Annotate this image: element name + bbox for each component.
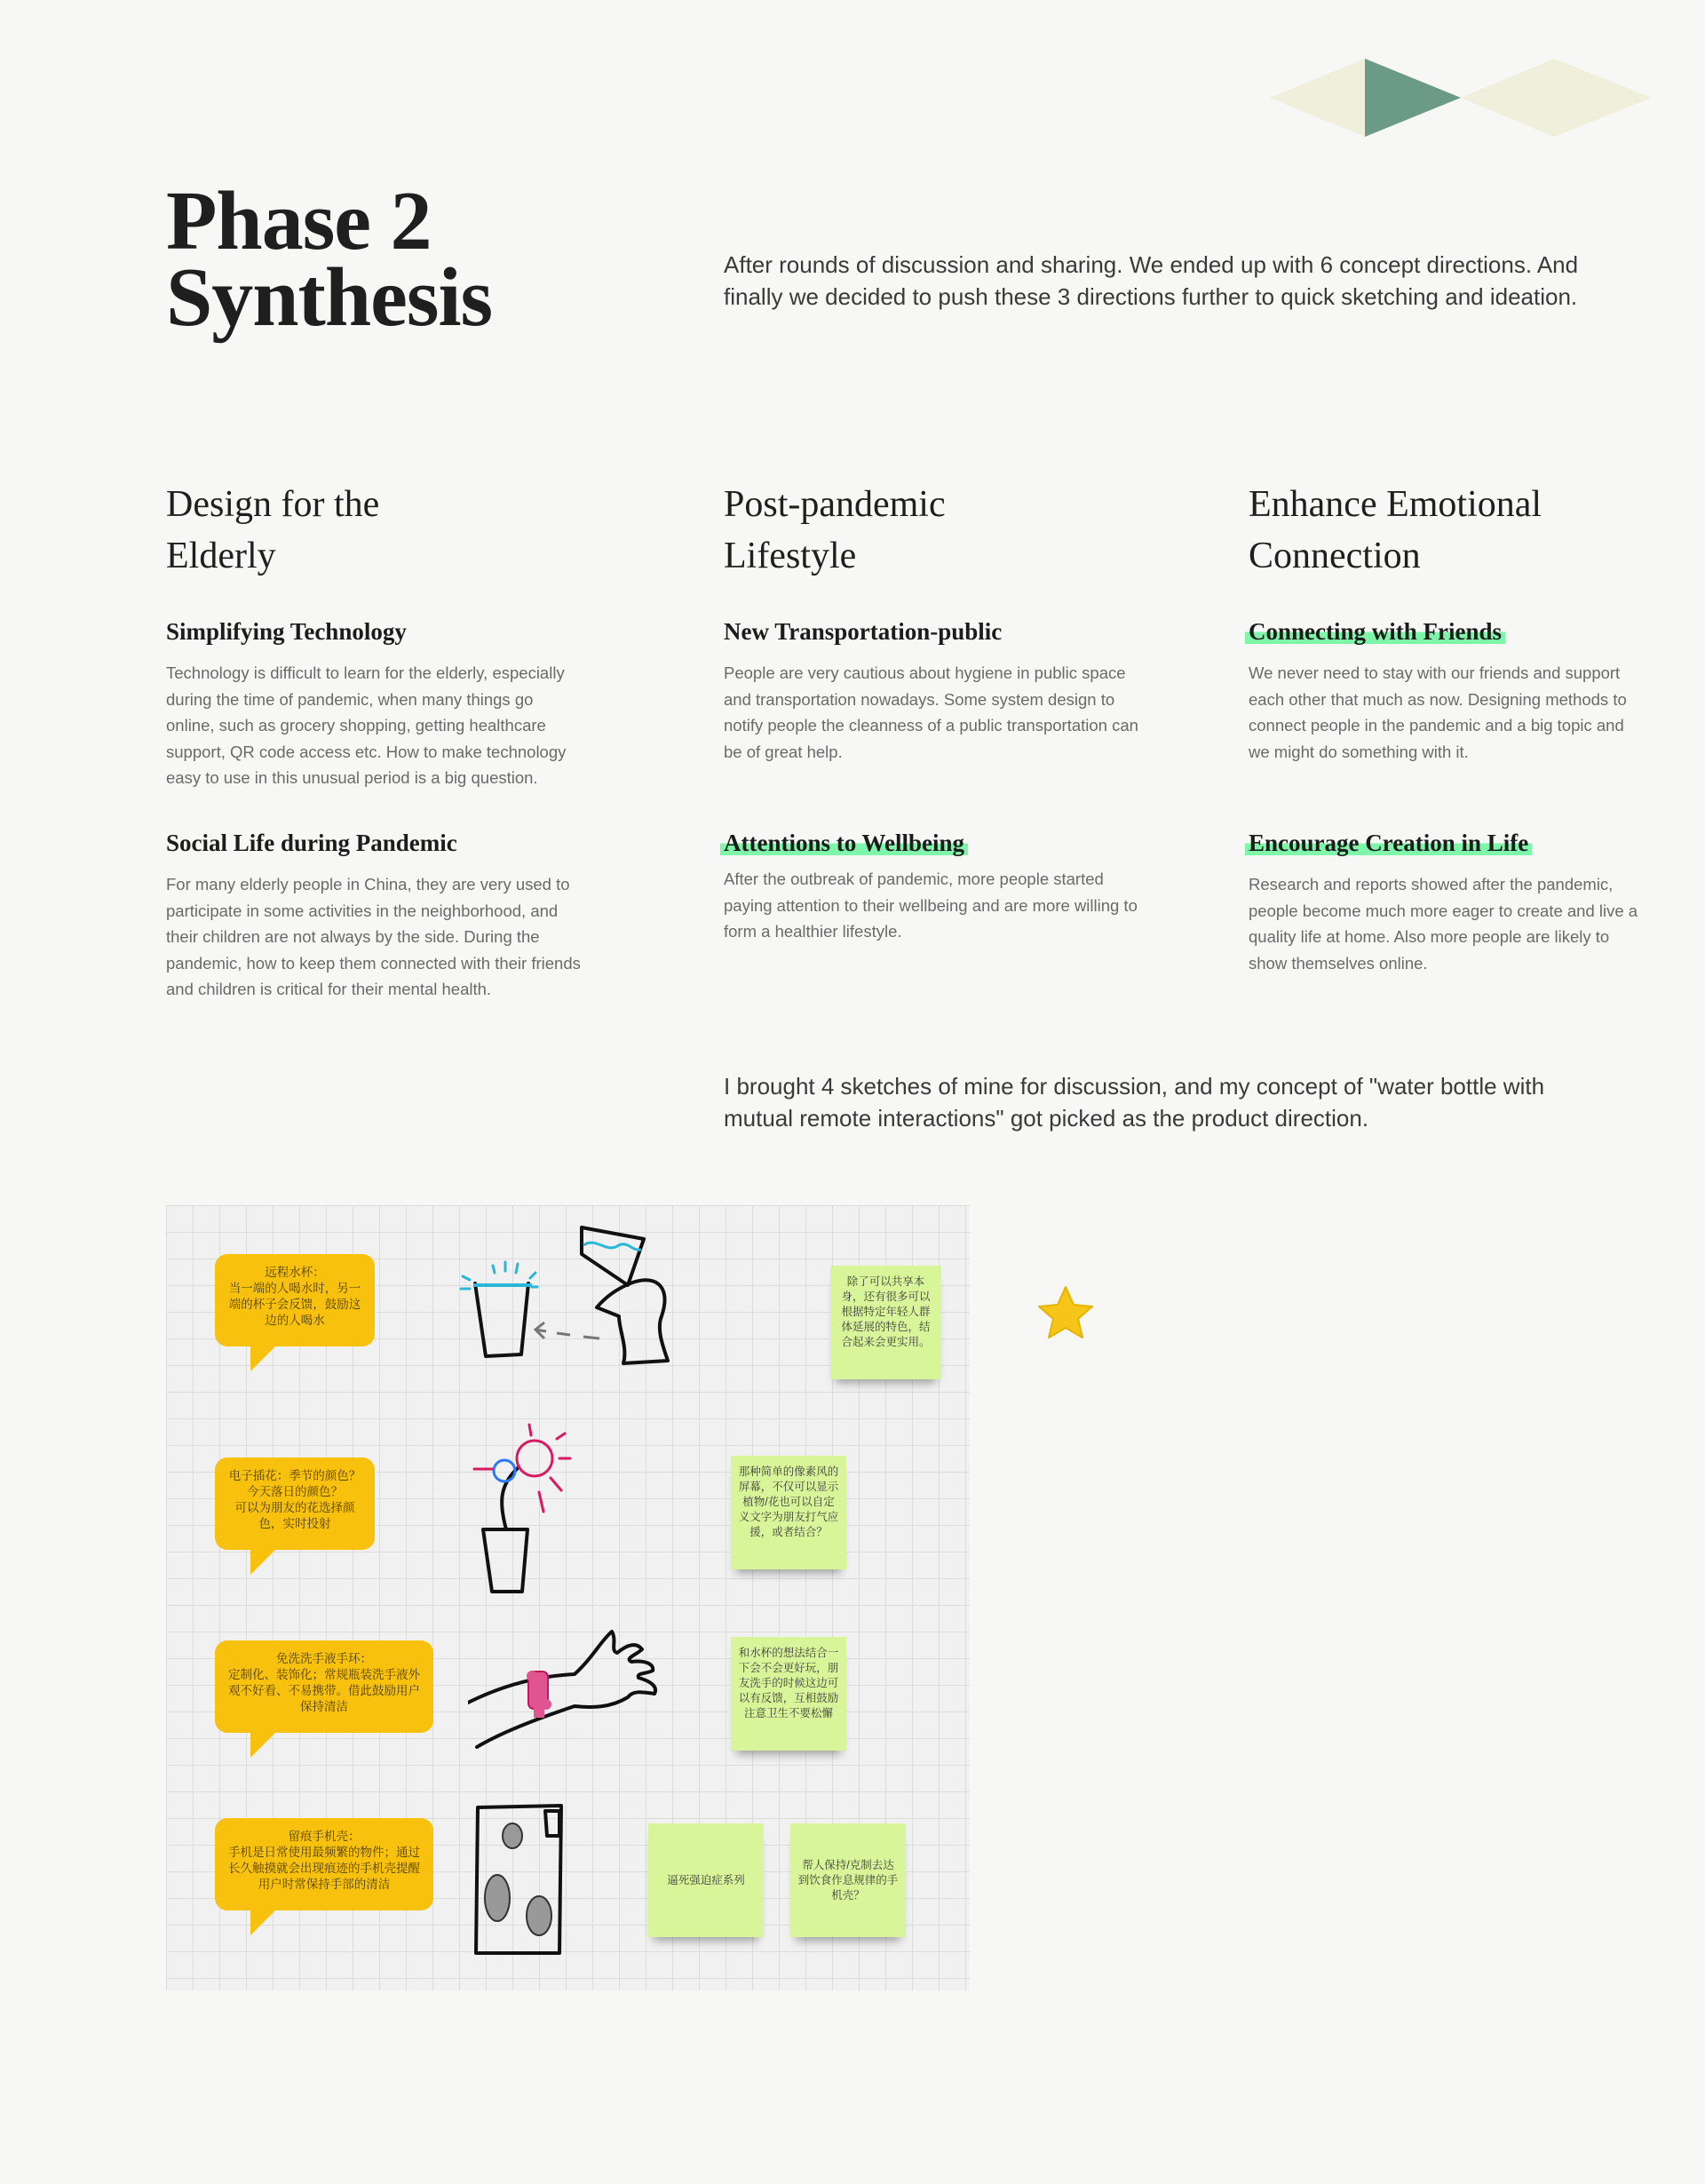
topic-heading: Social Life during Pandemic	[166, 830, 457, 856]
intro-paragraph: After rounds of discussion and sharing. We ended up with 6 concept directions. And finally we decided to push these 3 directions further to quick sketching and ideation.	[724, 251, 1579, 310]
sketch-board	[166, 1205, 970, 1990]
page-title-line2: Synthesis	[166, 251, 493, 344]
topic-heading-highlighted	[1249, 828, 1532, 858]
topic-heading: New Transportation-public	[724, 618, 1003, 645]
column-title-emotional	[1249, 479, 1542, 582]
sticky-note: 那种简单的像素风的屏幕，不仅可以显示植物/花也可以自定义文字为朋友打气应援，或者结合？	[731, 1456, 846, 1569]
hand-bracelet-sketch	[468, 1623, 672, 1751]
topic-heading: Simplifying Technology	[166, 618, 407, 645]
highlight-text: Attentions to Wellbeing	[720, 830, 968, 856]
comment-bubble: 留痕手机壳： 手机是日常使用最频繁的物件；通过长久触摸就会出现痕迹的手机壳提醒用户时常保持手部的清洁	[215, 1818, 433, 1910]
closing-paragraph: I brought 4 sketches of mine for discussion, and my concept of "water bottle with mutual remote interactions" got picked as the product direction.	[724, 1073, 1545, 1132]
comment-bubble: 电子插花：季节的颜色？ 今天落日的颜色？ 可以为朋友的花选择颜色，实时投射	[215, 1457, 375, 1550]
page-title-line1: Phase 2	[166, 175, 432, 267]
highlight-text: Connecting with Friends	[1245, 618, 1505, 645]
topic-body: Technology is difficult to learn for the elderly, especially during the time of pandemic, when many things go online, such as grocery shopping, getting healthcare support, QR code access etc. How to make technology easy to use in this unusual period is a big question.	[166, 663, 567, 787]
water-cup-sketch	[450, 1214, 681, 1365]
column-title-line2: Elderly	[166, 536, 276, 576]
flower-pot-sketch	[472, 1414, 597, 1605]
topic-heading-highlighted	[724, 828, 968, 858]
sticky-note: 帮人保持/克制去达到饮食作息规律的手机壳？	[790, 1823, 906, 1937]
column-title-line1: Design for the	[166, 484, 380, 525]
phone-case-sketch	[472, 1800, 570, 1960]
sticky-note: 除了可以共享本身，还有很多可以根据特定年轻人群体延展的特色，结合起来会更实用。	[830, 1266, 941, 1379]
page-title	[166, 175, 493, 344]
triangle-decoration	[1270, 57, 1652, 142]
topic-body: We never need to stay with our friends and support each other that much as now. Designing methods to connect people in the pandemic and a big topic and we might do something with it.	[1249, 663, 1627, 761]
comment-bubble: 远程水杯： 当一端的人喝水时，另一端的杯子会反馈，鼓励这边的人喝水	[215, 1254, 375, 1346]
column-title-line2: Connection	[1249, 536, 1421, 576]
column-title-line1: Post-pandemic	[724, 484, 946, 525]
column-title-line1: Enhance Emotional	[1249, 484, 1542, 525]
topic-body: For many elderly people in China, they are very used to participate in some activities in the neighborhood, and their children are not always by the side. During the pandemic, how to keep them connected with their friends and children is critical for their mental health.	[166, 875, 581, 998]
topic-body: People are very cautious about hygiene in public space and transportation nowadays. Some system design to notify people the cleanness of a public transportation can be of great help.	[724, 663, 1138, 761]
column-title-line2: Lifestyle	[724, 536, 857, 576]
comment-bubble: 免洗洗手液手环： 定制化、装饰化；常规瓶装洗手液外观不好看、不易携带。借此鼓励用户保持清洁	[215, 1640, 433, 1733]
star-icon	[1036, 1284, 1095, 1341]
highlight-text: Encourage Creation in Life	[1245, 830, 1532, 856]
column-title-elderly	[166, 479, 379, 582]
topic-body: After the outbreak of pandemic, more people started paying attention to their wellbeing and are more willing to form a healthier lifestyle.	[724, 870, 1138, 941]
sticky-note: 逼死强迫症系列	[648, 1823, 764, 1937]
column-title-lifestyle	[724, 479, 946, 582]
topic-heading-highlighted	[1249, 616, 1505, 647]
topic-body: Research and reports showed after the pandemic, people become much more eager to create and live a quality life at home. Also more people are likely to show themselves online.	[1249, 875, 1638, 973]
sticky-note: 和水杯的想法结合一下会不会更好玩，朋友洗手的时候这边可以有反馈，互相鼓励注意卫生不要松懈	[731, 1637, 846, 1751]
